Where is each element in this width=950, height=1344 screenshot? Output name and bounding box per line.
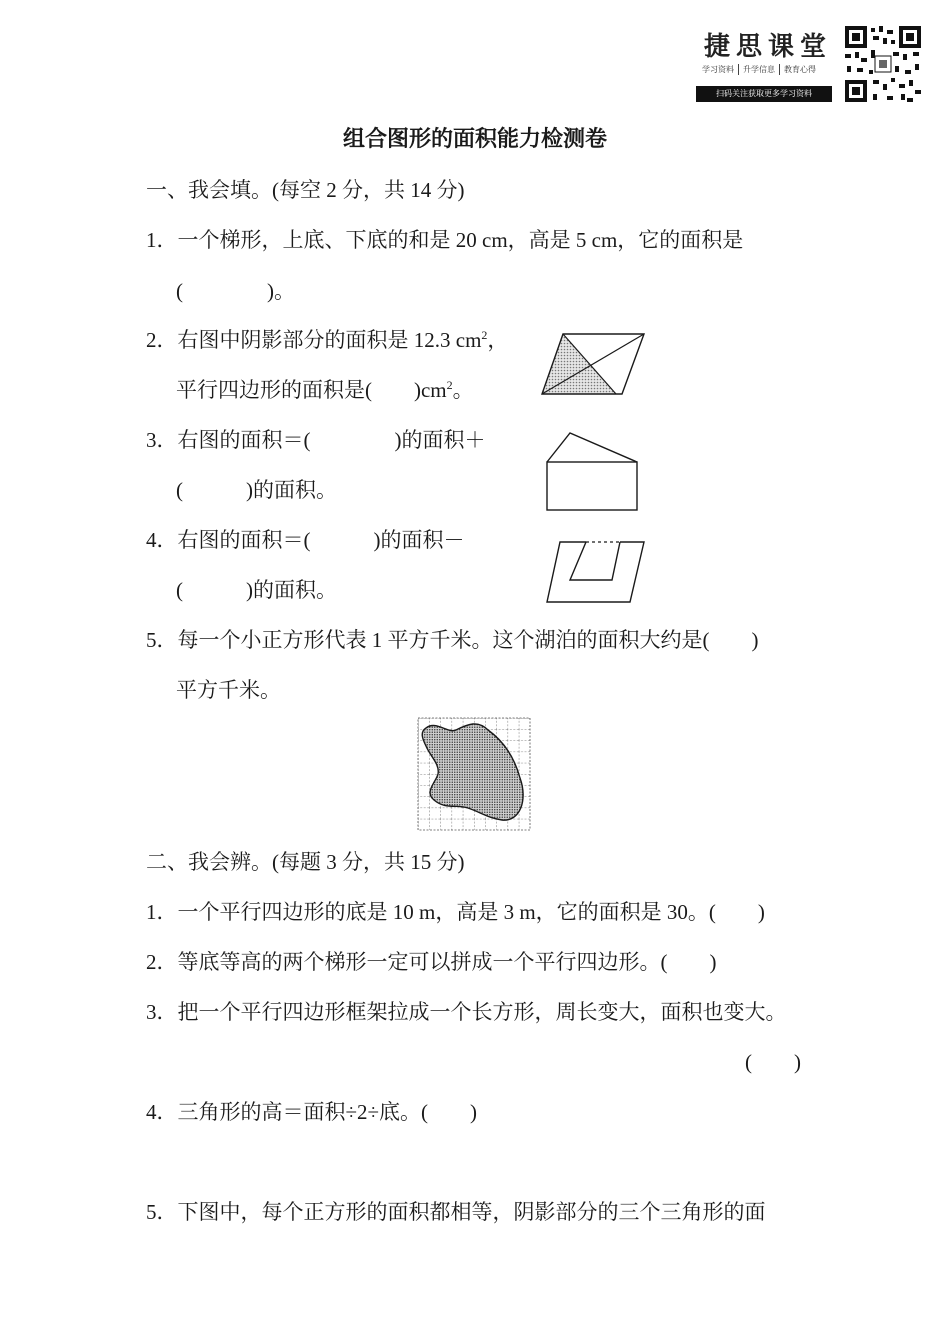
- answer-blank[interactable]: ( )的面积。: [176, 578, 337, 602]
- brand-tag: 学习资料: [698, 64, 739, 75]
- brand-tags: [698, 64, 820, 75]
- question-text: 5．下图中，每个正方形的面积都相等，阴影部分的三个三角形的面: [146, 1200, 766, 1224]
- qr-code-icon[interactable]: [843, 24, 923, 104]
- question-text: 3．把一个平行四边形框架拉成一个长方形，周长变大，面积也变大。: [146, 1000, 787, 1024]
- answer-blank[interactable]: ( )。: [176, 279, 295, 303]
- cutout-parallelogram-figure: [544, 536, 648, 606]
- question-text: 1．一个平行四边形的底是 10 m，高是 3 m，它的面积是 30。( ): [146, 900, 765, 924]
- brand-name: 捷思课堂: [704, 32, 833, 62]
- parallelogram-figure: [536, 330, 648, 398]
- question-text: 2．右图中阴影部分的面积是 12.3 $cm^2$，: [146, 328, 509, 352]
- brand-banner: 扫码关注获取更多学习资料: [696, 86, 832, 102]
- question-text: 平方千米。: [176, 678, 281, 702]
- question-text: 3．右图的面积＝( )的面积＋: [146, 428, 486, 452]
- answer-blank[interactable]: 平行四边形的面积是( )$cm^2$。: [176, 378, 474, 402]
- lake-grid-figure: [416, 716, 532, 832]
- house-shape-figure: [544, 430, 640, 514]
- answer-blank[interactable]: ( ): [745, 1050, 801, 1074]
- brand-tag: 教育心得: [784, 65, 816, 74]
- page-title: 组合图形的面积能力检测卷: [342, 127, 607, 152]
- question-text: 5．每一个小正方形代表 1 平方千米。这个湖泊的面积大约是( ): [146, 628, 759, 652]
- question-text: 4．右图的面积＝( )的面积－: [146, 528, 465, 552]
- question-text: 1．一个梯形，上底、下底的和是 20 cm，高是 5 cm，它的面积是: [146, 228, 744, 252]
- question-text: 2．等底等高的两个梯形一定可以拼成一个平行四边形。( ): [146, 950, 717, 974]
- brand-tag: 升学信息: [739, 64, 780, 75]
- section-heading: 一、我会填。(每空 2 分，共 14 分): [146, 178, 465, 202]
- question-text: 4．三角形的高＝面积÷2÷底。( ): [146, 1100, 478, 1124]
- section-heading: 二、我会辨。(每题 3 分，共 15 分): [146, 850, 465, 874]
- answer-blank[interactable]: ( )的面积。: [176, 478, 337, 502]
